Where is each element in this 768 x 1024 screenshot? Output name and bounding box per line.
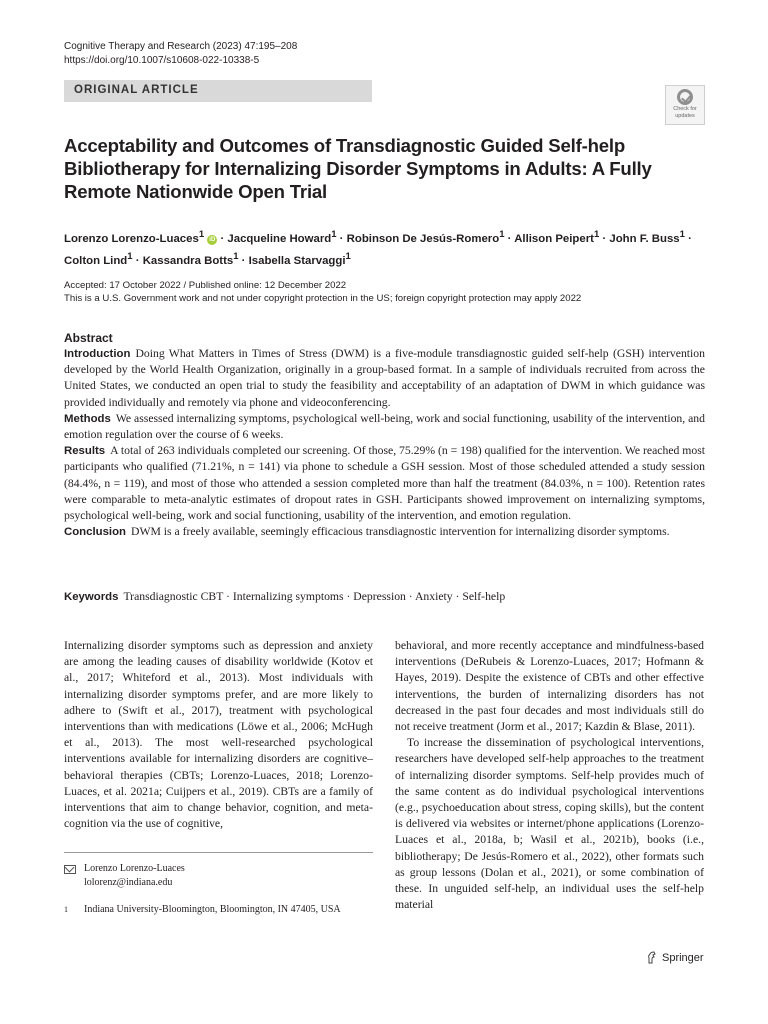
publisher-logo [646, 951, 704, 964]
article-type-label: ORIGINAL ARTICLE [74, 84, 199, 96]
abstract-introduction: Introduction Doing What Matters in Times of Stress (DWM) is a five-module transdiagnostic guided self-help (GSH) intervention developed by the World Health Organization, originally in a group-based format. In a sample of individuals recruited from across the United States, we conducted an open trial to study the feasibility and acceptability of an adaptation of DWM in which guidance was provided individually and remotely via phone and videoconferencing. [64, 347, 705, 409]
abstract [64, 330, 705, 540]
affiliation-text: Indiana University-Bloomington, Bloomington, IN 47405, USA [84, 904, 341, 915]
author[interactable]: John F. Buss$^1$ [609, 229, 685, 245]
journal-citation: Cognitive Therapy and Research (2023) 47:195–208 [64, 41, 298, 52]
publisher-name: Springer [662, 951, 704, 964]
abstract-methods: Methods We assessed internalizing symptoms, psychological well-being, work and social functioning, usability of the intervention, and emotion regulation over the course of 6 weeks. [64, 411, 705, 442]
author[interactable]: Isabella Starvaggi$^1$ [248, 250, 351, 267]
article-type-banner [64, 80, 372, 102]
springer-horse-icon [646, 951, 658, 964]
accepted-published-dates: Accepted: 17 October 2022 / Published online: 12 December 2022 [64, 280, 347, 291]
body-paragraph: Internalizing disorder symptoms such as depression and anxiety are among the leading causes of disability worldwide (Kotov et al., 2017; Whiteford et al., 2013). Most individuals with internalizing disorder symptoms prefer, and are more likely to adhere to (Swift et al., 2017), treatment with psychological interventions than with medications (Löwe et al., 2006; McHugh et al., 2013). The most well-researched psychological interventions available for internalizing disorders are cognitive–behavioral therapies (CBTs; Lorenzo-Luaces, 2018; Lorenzo-Luaces, et al. 2021a; Cuijpers et al., 2019). CBTs are a family of interventions that aim to change behavior, cognition, and meta-cognition via the use of cognitive, [64, 639, 373, 831]
author[interactable]: Allison Peipert$^1$ [514, 229, 600, 245]
publication-dates [64, 279, 724, 305]
author[interactable]: Jacqueline Howard$^1$ [227, 229, 337, 245]
abstract-results: Results A total of 263 individuals completed our screening. Of those, 75.29% (n = 198) qualified for the intervention. We reached most participants who qualified (71.21%, n = 141) via phone to schedule a GSH session. Most of those scheduled attended a study session (84.4%, n = 119), and most of those who attended a session completed more than half the treatment (84.03%, n = 100). Retention rates were comparable to meta-analytic estimates of dropout rates in GSH. Participants showed improvement on internalizing symptoms, psychological well-being, work and social functioning, usability of the intervention, and emotion regulation. [64, 444, 706, 523]
keywords-list: Transdiagnostic CBT · Internalizing symptoms · Depression · Anxiety · Self-help [123, 590, 506, 603]
journal-header [64, 40, 297, 68]
keywords [64, 589, 724, 605]
abstract-conclusion: Conclusion DWM is a freely available, seemingly efficacious transdiagnostic intervention for internalizing disorder symptoms. [64, 525, 670, 539]
corresponding-author-email[interactable]: lolorenz@indiana.edu [84, 876, 173, 888]
affiliation [64, 903, 373, 917]
footnotes [64, 862, 373, 917]
article-title: Acceptability and Outcomes of Transdiagnostic Guided Self-help Bibliotherapy for Internalizing Disorder Symptoms in Adults: A Fully Remote Nationwide Open Trial [64, 135, 652, 202]
copyright-notice: This is a U.S. Government work and not under copyright protection in the US; foreign copyright protection may apply 2022 [64, 293, 582, 304]
author[interactable]: Lorenzo Lorenzo-Luaces$^1$ [64, 229, 205, 245]
abstract-heading: Abstract [64, 331, 113, 345]
envelope-icon [64, 865, 76, 874]
body-paragraph: behavioral, and more recently acceptance and mindfulness-based interventions (DeRubeis & Lorenzo-Luaces, 2017; Hofmann & Hayes, 2019). Despite the existence of CBTs and other effective interventions, the burden of internalizing disorders has not decreased in the past four decades and most individuals still do not receive treatment (Jorm et al., 2017; Kazdin & Blase, 2011). [395, 639, 704, 734]
corresponding-author [64, 862, 373, 889]
body-column-right [395, 638, 704, 913]
check-updates-line1: Check for [673, 106, 697, 112]
check-for-updates-badge[interactable] [665, 85, 705, 125]
body-column-left [64, 638, 373, 832]
corresponding-author-name: Lorenzo Lorenzo-Luaces [84, 863, 185, 874]
doi-link[interactable]: https://doi.org/10.1007/s10608-022-10338-5 [64, 55, 260, 66]
author[interactable]: Robinson De Jesús-Romero$^1$ [346, 229, 505, 245]
author[interactable]: Colton Lind$^1$ [64, 250, 133, 267]
check-updates-icon [677, 89, 693, 105]
body-paragraph: To increase the dissemination of psychological interventions, researchers have developed self-help approaches to the treatment of internalizing disorder symptoms. Self-help provides much of the same content as do individual psychological interventions (e.g., psychoeducation about stress, coping skills), but the content is delivered via websites or internet/phone applications (Lorenzo-Luaces et al., 2018a, b; Wasil et al., 2021b), books (i.e., bibliotherapy; De Jesús-Romero et al., 2022), other formats such as group lessons (Dolan et al., 2021), or some combination of these. In unguided self-help, an individual uses the self-help material [395, 736, 704, 912]
orcid-icon[interactable]: iD [209, 236, 216, 243]
footnote-divider [64, 852, 373, 853]
affiliation-mark: 1 [64, 905, 68, 914]
author-list: Lorenzo Lorenzo-Luaces$^1$ iD · Jacqueline Howard$^1$ · Robinson De Jesús-Romero$^1$ · Allison Peipert$^1$ · John F. Buss$^1$ · Colton Lind$^1$ · Kassandra Botts$^1$ · Isabella Starvaggi$^1$ [64, 229, 692, 267]
keywords-label: Keywords [64, 591, 119, 603]
author[interactable]: Kassandra Botts$^1$ [142, 250, 239, 267]
check-updates-line2: updates [675, 113, 695, 119]
